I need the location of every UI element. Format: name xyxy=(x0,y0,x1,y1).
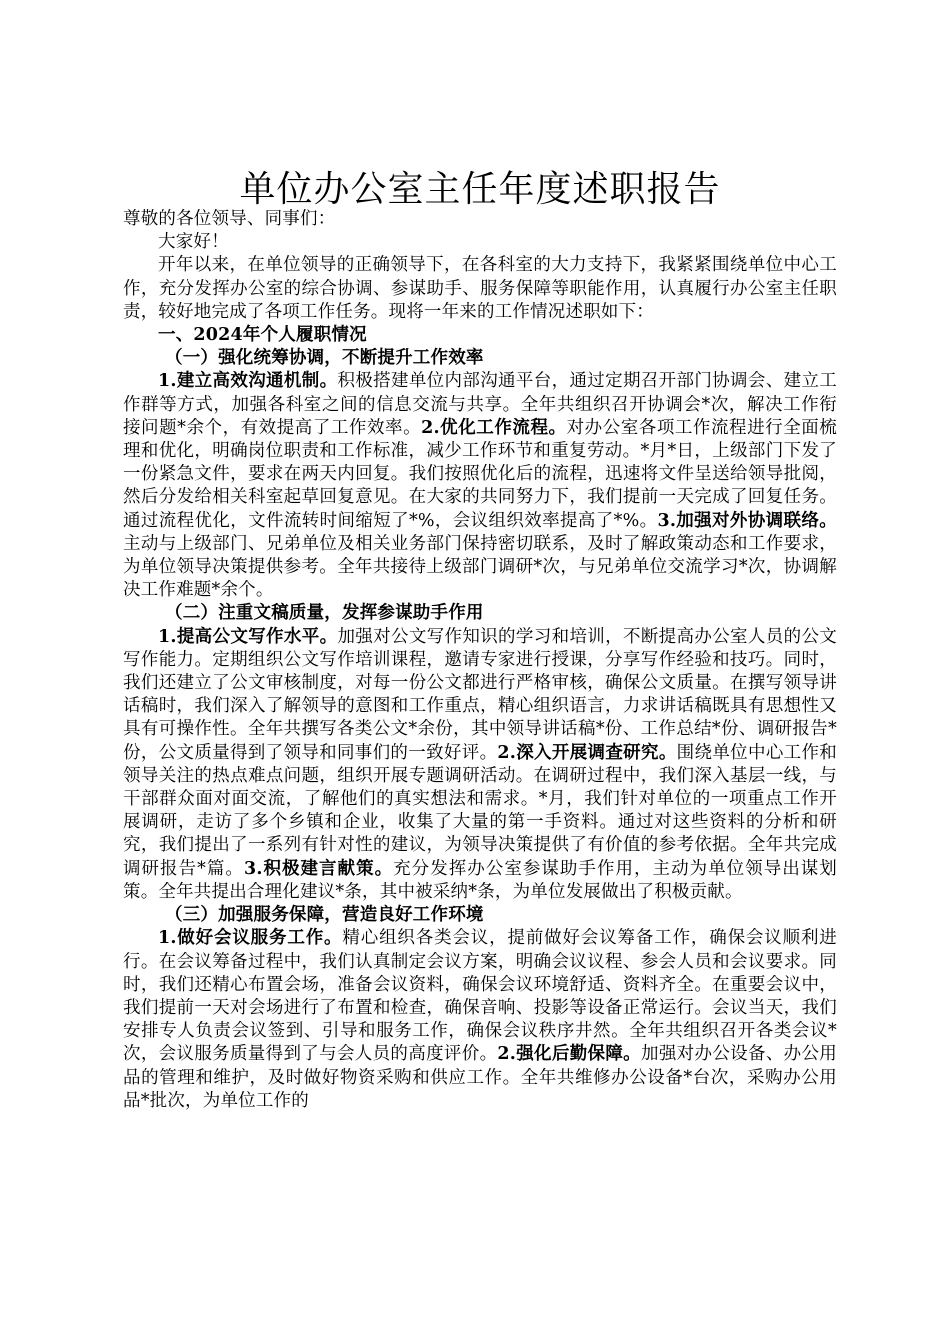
item-text: 对办公室各项工作流程进行全面梳理和优化，明确岗位职责和工作标准，减少工作环节和重复劳动。*月*日，上级部门下发了一份紧急文件，要求在两天内回复。我们按照优化后的流程，迅速将文件呈送给领导批阅，然后分发给相关科室起草回复意见。在大家的共同努力下，我们提前一天完成了回复任务。通过流程优化，文件流转时间缩短了*%，会议组织效率提高了*%。 xyxy=(123,417,838,531)
subsection-heading-1: （一）强化统筹协调，不断提升工作效率 xyxy=(165,348,484,369)
item-title: 1.做好会议服务工作。 xyxy=(158,928,343,949)
item-title: 3.加强对外协调联络。 xyxy=(657,510,837,531)
item-text: 精心组织各类会议，提前做好会议筹备工作，确保会议顺利进行。在会议筹备过程中，我们认真制定会议方案，明确会议议程、参会人员和会议要求。同时，我们还精心布置会场，准备会议资料，确保会议环境舒适、资料齐全。在重要会议中，我们提前一天对会场进行了布置和检查，确保音响、投影等设备正常运行。会议当天，我们安排专人负责会议签到、引导和服务工作，确保会议秩序井然。全年共组织召开各类会议*次，会议服务质量得到了与会人员的高度评价。 xyxy=(123,928,838,1065)
greeting: 大家好！ xyxy=(158,232,229,253)
item-title: 2.深入开展调查研究。 xyxy=(497,742,677,763)
item-text: 积极搭建单位内部沟通平台，通过定期召开部门协调会、建立工作群等方式，加强各科室之间的信息交流与共享。全年共组织召开协调会*次，解决工作衔接问题*余个，有效提高了工作效率。 xyxy=(123,371,837,438)
document-title: 单位办公室主任年度述职报告 xyxy=(239,169,721,210)
subsection-heading-2: （二）注重文稿质量，发挥参谋助手作用 xyxy=(165,603,484,624)
document-body xyxy=(123,168,837,1113)
item-text: 加强对公文写作知识的学习和培训，不断提高办公室人员的公文写作能力。定期组织公文写作培训课程，邀请专家进行授课，分享写作经验和技巧。同时，我们还建立了公文审核制度，对每一份公文都进行严格审核，确保公文质量。在撰写领导讲话稿时，我们深入了解领导的意图和工作重点，精心组织语言，力求讲话稿既具有思想性又具有可操作性。全年共撰写各类公文*余份，其中领导讲话稿*份、工作总结*份、调研报告*份，公文质量得到了领导和同事们的一致好评。 xyxy=(123,626,837,763)
item-title: 1.建立高效沟通机制。 xyxy=(158,371,338,392)
item-text: 主动与上级部门、兄弟单位及相关业务部门保持密切联系，及时了解政策动态和工作要求，为单位领导决策提供参考。全年共接待上级部门调研*次，与兄弟单位交流学习*次，协调解决工作难题*余个。 xyxy=(123,533,837,601)
subsection-2-paragraph xyxy=(123,626,837,904)
section-heading-1: 一、2024年个人履职情况 xyxy=(158,325,367,346)
item-text: 充分发挥办公室参谋助手作用，主动为单位领导出谋划策。全年共提出合理化建议*条，其中被采纳*条，为单位发展做出了积极贡献。 xyxy=(123,858,837,902)
item-title: 2.强化后勤保障。 xyxy=(497,1044,642,1065)
salutation: 尊敬的各位领导、同事们： xyxy=(123,209,336,229)
item-text: 加强对办公设备、办公用品的管理和维护，及时做好物资采购和供应工作。全年共维修办公设备*台次，采购办公用品*批次，为单位工作的 xyxy=(123,1044,838,1111)
item-title: 2.优化工作流程。 xyxy=(421,417,567,438)
item-title: 3.积极建言献策。 xyxy=(243,858,394,879)
subsection-heading-3: （三）加强服务保障，营造良好工作环境 xyxy=(165,905,484,926)
subsection-1-paragraph xyxy=(123,370,837,602)
item-title: 1.提高公文写作水平。 xyxy=(158,626,338,647)
subsection-3-paragraph xyxy=(123,927,837,1113)
intro-paragraph: 开年以来，在单位领导的正确领导下，在各科室的大力支持下，我紧紧围绕单位中心工作，充分发挥办公室的综合协调、参谋助手、服务保障等职能作用，认真履行办公室主任职责，较好地完成了各项工作任务。现将一年来的工作情况述职如下： xyxy=(123,255,837,322)
item-text: 围绕单位中心工作和领导关注的热点难点问题，组织开展专题调研活动。在调研过程中，我们深入基层一线，与干部群众面对面交流，了解他们的真实想法和需求。*月，我们针对单位的一项重点工作开展调研，走访了多个乡镇和企业，收集了大量的第一手资料。通过对这些资料的分析和研究，我们提出了一系列有针对性的建议，为领导决策提供了有价值的参考依据。全年共完成调研报告*篇。 xyxy=(123,742,838,879)
